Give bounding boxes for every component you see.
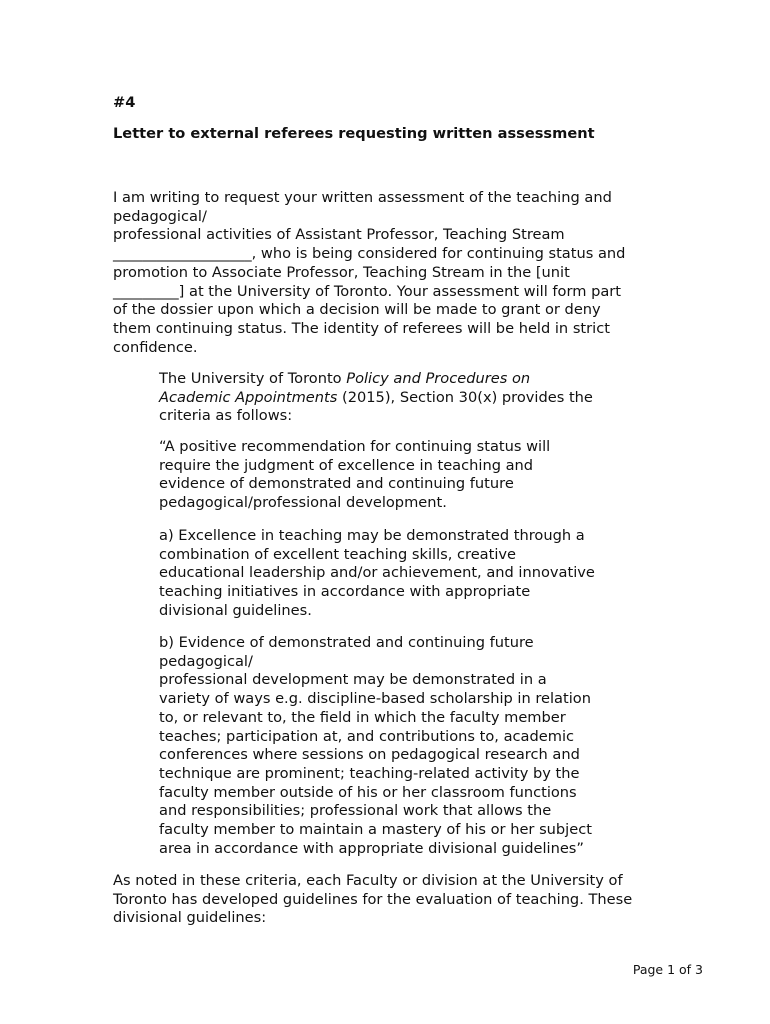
quote-opening-paragraph: “A positive recommendation for continuing status will require the judgment of excellence in teaching and evidence of demonstrated and continuing future pedagogical/professional development. [159, 438, 551, 512]
policy-post-text-2: criteria as follows: [159, 407, 293, 425]
policy-title-part-2: Academic Appointments [159, 388, 338, 406]
intro-paragraph: I am writing to request your written assessment of the teaching and pedagogical/ professional activities of Assistant Professor, Teaching Stream ___________________, who is being considered for continuing status and promotion to Associate Professor, Teaching Stream in the [unit _________] at the University of Toronto. Your assessment will form part of the dossier upon which a decision will be made to grant or deny them continuing status. The identity of referees will be held in strict confidence. [113, 189, 626, 356]
quote-criterion-b: b) Evidence of demonstrated and continuing future pedagogical/ professional development may be demonstrated in a variety of ways e.g. discipline-based scholarship in relation to, or relevant to, the field in which the faculty member teaches; participation at, and contributions to, academic conferences where sessions on pedagogical research and technique are prominent; teaching-related activity by the faculty member outside of his or her classroom functions and responsibilities; professional work that allows the faculty member to maintain a mastery of his or her subject area in accordance with appropriate divisional guidelines” [159, 634, 592, 857]
policy-title-part-1: Policy and Procedures on [346, 370, 531, 387]
page-number: Page 1 of 3 [632, 962, 703, 977]
document-title: Letter to external referees requesting written assessment [113, 125, 595, 142]
policy-pre-text: The University of Toronto [159, 370, 347, 387]
policy-citation-paragraph [159, 370, 639, 426]
policy-post-text-1: (2015), Section 30(x) provides the [337, 388, 593, 406]
closing-paragraph: As noted in these criteria, each Faculty or division at the University of Toronto has developed guidelines for the evaluation of teaching. These divisional guidelines: [113, 872, 633, 927]
document-number: #4 [113, 94, 136, 111]
quote-criterion-a: a) Excellence in teaching may be demonstrated through a combination of excellent teaching skills, creative educational leadership and/or achievement, and innovative teaching initiatives in accordance with appropriate divisional guidelines. [159, 527, 595, 619]
